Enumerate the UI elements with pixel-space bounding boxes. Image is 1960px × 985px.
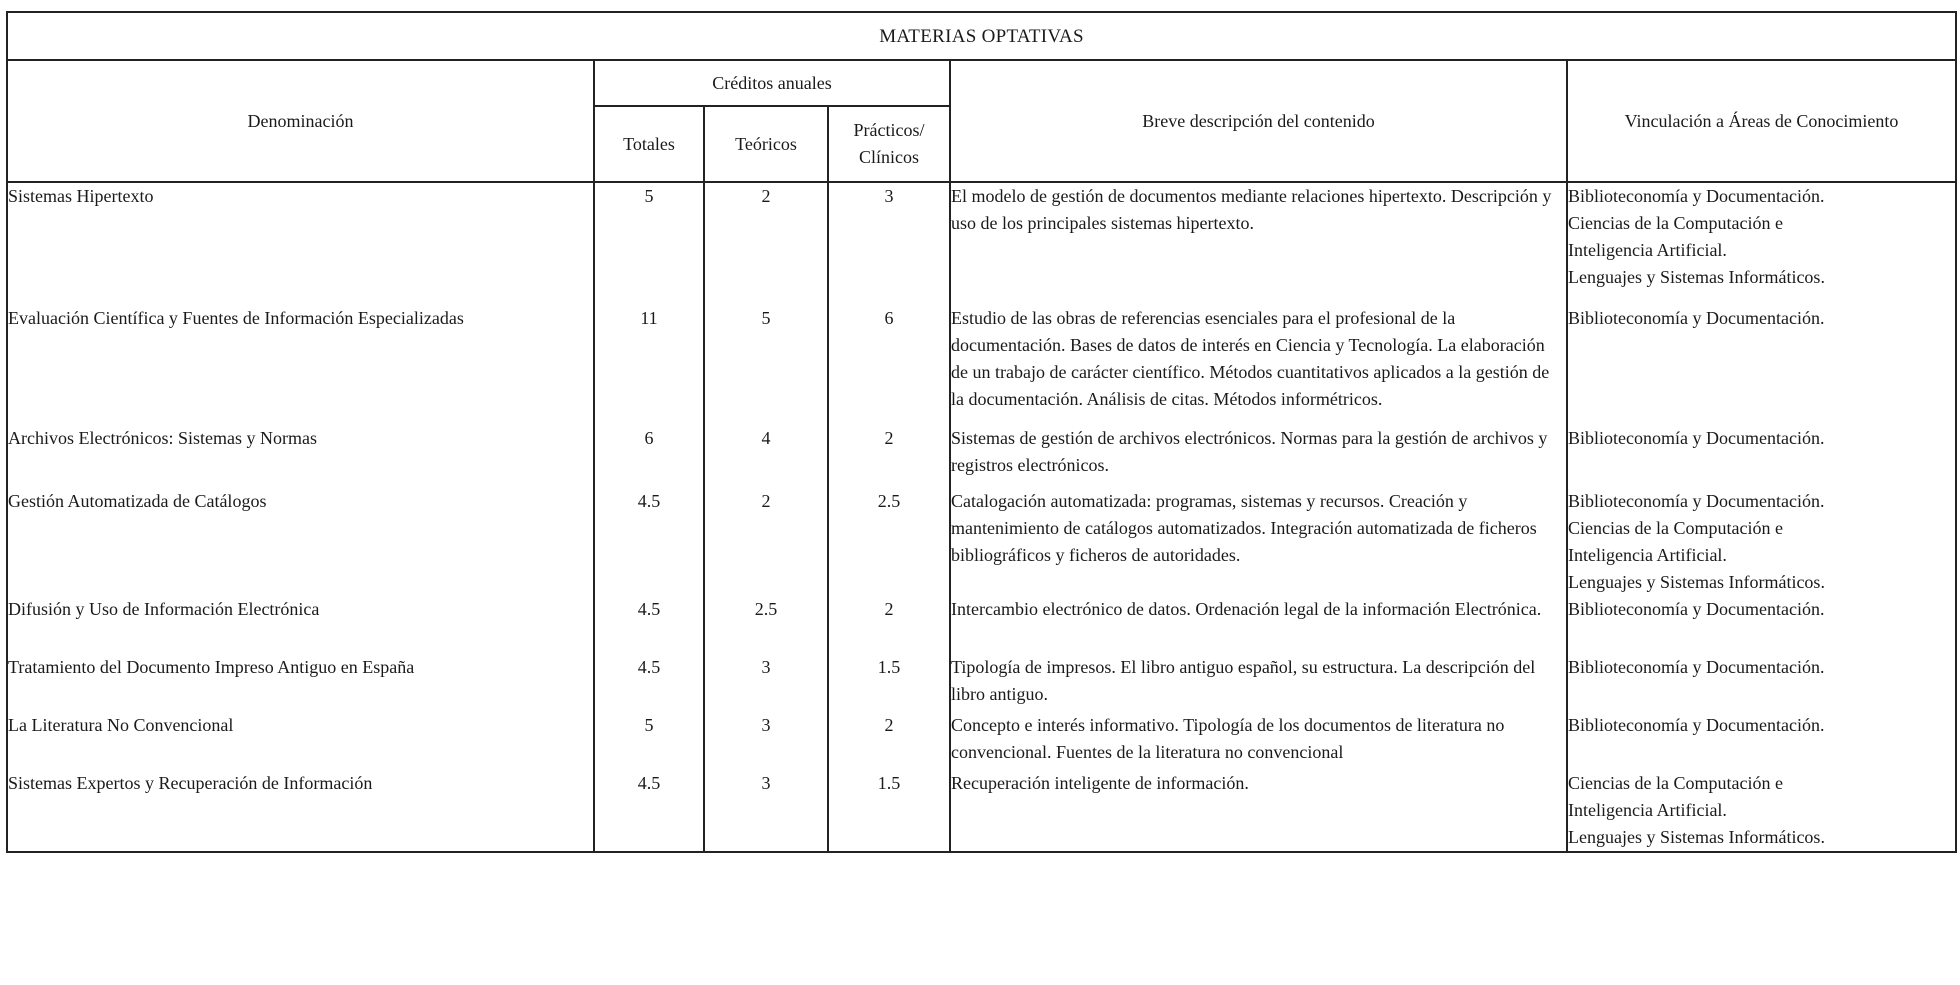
table-row bbox=[7, 712, 1956, 770]
subject-description: Recuperación inteligente de información. bbox=[950, 770, 1567, 852]
credits-teoricos: 4 bbox=[704, 425, 828, 488]
subject-name: La Literatura No Convencional bbox=[7, 712, 594, 770]
header-practicos-line1: Prácticos/ bbox=[853, 120, 925, 140]
credits-practicos: 3 bbox=[828, 182, 950, 305]
subject-description: Sistemas de gestión de archivos electrónicos. Normas para la gestión de archivos y registros electrónicos. bbox=[950, 425, 1567, 488]
credits-totales: 5 bbox=[594, 182, 704, 305]
credits-totales: 4.5 bbox=[594, 770, 704, 852]
knowledge-area-item: Lenguajes y Sistemas Informáticos. bbox=[1568, 572, 1825, 592]
subject-description: Estudio de las obras de referencias esenciales para el profesional de la documentación. Bases de datos de interés en Ciencia y Tecnología. La elaboración de un trabajo de carácter científico. Métodos cuantitativos aplicados a la gestión de la documentación. Análisis de citas. Métodos informétricos. bbox=[950, 305, 1567, 425]
credits-practicos: 6 bbox=[828, 305, 950, 425]
credits-practicos: 2 bbox=[828, 712, 950, 770]
subject-description: El modelo de gestión de documentos mediante relaciones hipertexto. Descripción y uso de los principales sistemas hipertexto. bbox=[950, 182, 1567, 305]
table-row bbox=[7, 770, 1956, 852]
subject-description: Intercambio electrónico de datos. Ordenación legal de la información Electrónica. bbox=[950, 596, 1567, 654]
header-creditos-anuales: Créditos anuales bbox=[594, 60, 950, 106]
subject-description: Catalogación automatizada: programas, sistemas y recursos. Creación y mantenimiento de catálogos automatizados. Integración automatizada de ficheros bibliográficos y ficheros de autoridades. bbox=[950, 488, 1567, 596]
credits-teoricos: 2 bbox=[704, 488, 828, 596]
subject-name: Sistemas Expertos y Recuperación de Información bbox=[7, 770, 594, 852]
credits-practicos: 1.5 bbox=[828, 770, 950, 852]
materias-optativas-table bbox=[6, 11, 1957, 853]
knowledge-area-item: Biblioteconomía y Documentación. bbox=[1568, 599, 1825, 619]
knowledge-area-item: Lenguajes y Sistemas Informáticos. bbox=[1568, 827, 1825, 847]
table-row bbox=[7, 305, 1956, 425]
credits-totales: 4.5 bbox=[594, 654, 704, 712]
table-row bbox=[7, 488, 1956, 596]
subject-name: Sistemas Hipertexto bbox=[7, 182, 594, 305]
credits-teoricos: 3 bbox=[704, 770, 828, 852]
header-vinculacion: Vinculación a Áreas de Conocimiento bbox=[1567, 60, 1956, 182]
knowledge-areas bbox=[1567, 425, 1956, 488]
header-practicos bbox=[828, 106, 950, 182]
knowledge-area-item: Biblioteconomía y Documentación. bbox=[1568, 308, 1825, 328]
subject-name: Tratamiento del Documento Impreso Antiguo en España bbox=[7, 654, 594, 712]
header-teoricos: Teóricos bbox=[704, 106, 828, 182]
credits-totales: 4.5 bbox=[594, 488, 704, 596]
table-row bbox=[7, 596, 1956, 654]
knowledge-areas bbox=[1567, 488, 1956, 596]
knowledge-areas bbox=[1567, 654, 1956, 712]
credits-practicos: 1.5 bbox=[828, 654, 950, 712]
knowledge-area-item: Inteligencia Artificial. bbox=[1568, 800, 1727, 820]
knowledge-area-item: Ciencias de la Computación e bbox=[1568, 213, 1783, 233]
knowledge-area-item: Ciencias de la Computación e bbox=[1568, 773, 1783, 793]
credits-totales: 5 bbox=[594, 712, 704, 770]
knowledge-area-item: Inteligencia Artificial. bbox=[1568, 240, 1727, 260]
knowledge-area-item: Lenguajes y Sistemas Informáticos. bbox=[1568, 267, 1825, 287]
credits-teoricos: 3 bbox=[704, 712, 828, 770]
table-row bbox=[7, 425, 1956, 488]
table-row bbox=[7, 654, 1956, 712]
knowledge-areas bbox=[1567, 305, 1956, 425]
knowledge-area-item: Inteligencia Artificial. bbox=[1568, 545, 1727, 565]
table-title: MATERIAS OPTATIVAS bbox=[7, 12, 1956, 60]
credits-totales: 6 bbox=[594, 425, 704, 488]
table-row bbox=[7, 182, 1956, 305]
header-totales: Totales bbox=[594, 106, 704, 182]
credits-practicos: 2 bbox=[828, 596, 950, 654]
credits-totales: 4.5 bbox=[594, 596, 704, 654]
knowledge-area-item: Ciencias de la Computación e bbox=[1568, 518, 1783, 538]
subject-description: Concepto e interés informativo. Tipología de los documentos de literatura no convencional. Fuentes de la literatura no convencional bbox=[950, 712, 1567, 770]
knowledge-area-item: Biblioteconomía y Documentación. bbox=[1568, 715, 1825, 735]
credits-teoricos: 3 bbox=[704, 654, 828, 712]
knowledge-areas bbox=[1567, 182, 1956, 305]
subject-name: Difusión y Uso de Información Electrónica bbox=[7, 596, 594, 654]
credits-teoricos: 2.5 bbox=[704, 596, 828, 654]
credits-practicos: 2 bbox=[828, 425, 950, 488]
header-practicos-line2: Clínicos bbox=[858, 147, 919, 167]
knowledge-area-item: Biblioteconomía y Documentación. bbox=[1568, 186, 1825, 206]
knowledge-areas bbox=[1567, 770, 1956, 852]
credits-teoricos: 2 bbox=[704, 182, 828, 305]
knowledge-areas bbox=[1567, 712, 1956, 770]
subject-name: Archivos Electrónicos: Sistemas y Normas bbox=[7, 425, 594, 488]
knowledge-areas bbox=[1567, 596, 1956, 654]
table-body bbox=[7, 182, 1956, 852]
knowledge-area-item: Biblioteconomía y Documentación. bbox=[1568, 491, 1825, 511]
credits-teoricos: 5 bbox=[704, 305, 828, 425]
header-descripcion: Breve descripción del contenido bbox=[950, 60, 1567, 182]
subject-name: Evaluación Científica y Fuentes de Información Especializadas bbox=[7, 305, 594, 425]
knowledge-area-item: Biblioteconomía y Documentación. bbox=[1568, 657, 1825, 677]
subject-name: Gestión Automatizada de Catálogos bbox=[7, 488, 594, 596]
credits-totales: 11 bbox=[594, 305, 704, 425]
knowledge-area-item: Biblioteconomía y Documentación. bbox=[1568, 428, 1825, 448]
header-denominacion: Denominación bbox=[7, 60, 594, 182]
subject-description: Tipología de impresos. El libro antiguo español, su estructura. La descripción del libro antiguo. bbox=[950, 654, 1567, 712]
credits-practicos: 2.5 bbox=[828, 488, 950, 596]
